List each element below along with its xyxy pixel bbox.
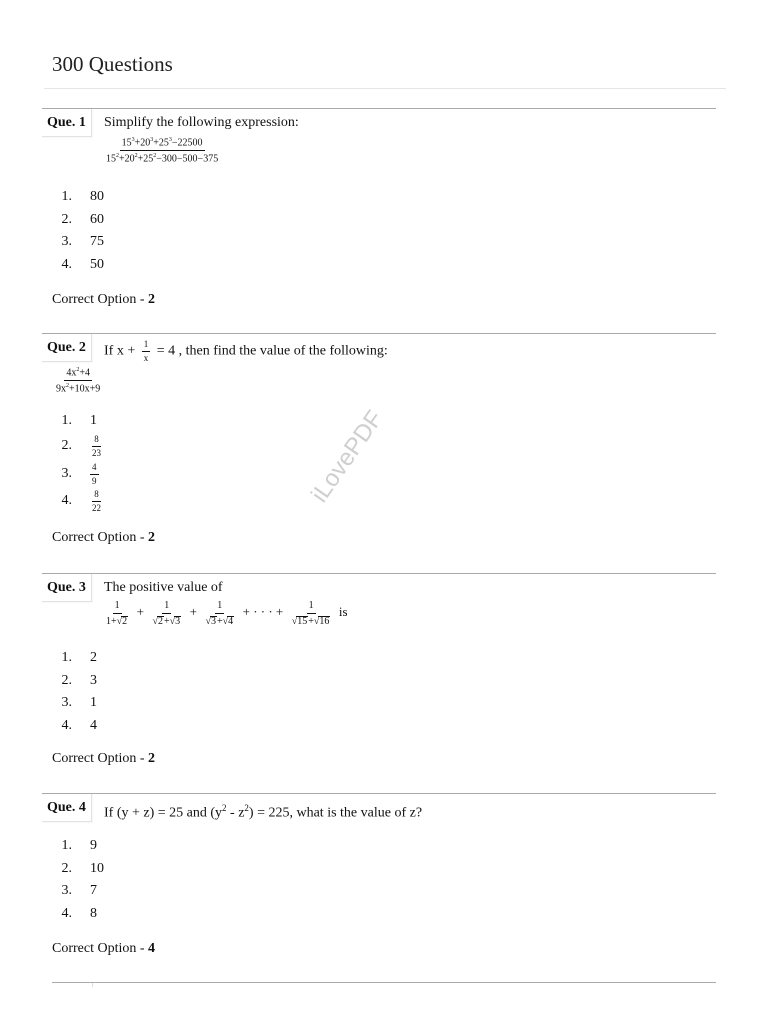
math-expression: $\frac{15^3+20^3+25^3-22500}{15^2+20^2+25^2-300-500-375}$	[106, 137, 219, 165]
correct-option: Correct Option - 2	[52, 751, 156, 766]
math-expression: $\frac{4x^2+4}{9x^2+10x+9}$	[56, 367, 101, 395]
question-text: If x + $\frac{1}{x}$ = 4 , then find the value of the following:	[104, 339, 388, 363]
question-text: Simplify the following expression:	[104, 115, 299, 130]
correct-option: Correct Option - 2	[52, 292, 156, 307]
question-text: The positive value of	[104, 580, 223, 595]
correct-option: Correct Option - 2	[52, 530, 156, 545]
question-label: Que. 4	[42, 794, 92, 822]
question-text: If (y + z) = 25 and $(y^2 - z^2) = 225$, what is the value of z?	[104, 803, 423, 821]
title-divider	[44, 88, 726, 89]
question-divider	[42, 793, 716, 794]
question-divider	[42, 573, 716, 574]
bottom-tick	[92, 983, 93, 987]
bottom-divider	[52, 982, 716, 983]
page-title: 300 Questions	[52, 52, 173, 76]
math-expression: $\frac{1}{1+√2}$ + $\frac{1}{√2+√3}$ + $\frac{1}{√3+√4}$ + · · · + $\frac{1}{√15+√16}$ is	[106, 600, 348, 627]
question-label: Que. 1	[42, 109, 92, 137]
question-label: Que. 2	[42, 334, 92, 362]
watermark: iLovePDF	[306, 405, 389, 508]
question-divider	[42, 108, 716, 109]
question-label: Que. 3	[42, 574, 92, 602]
question-divider	[42, 333, 716, 334]
correct-option: Correct Option - 4	[52, 941, 156, 956]
